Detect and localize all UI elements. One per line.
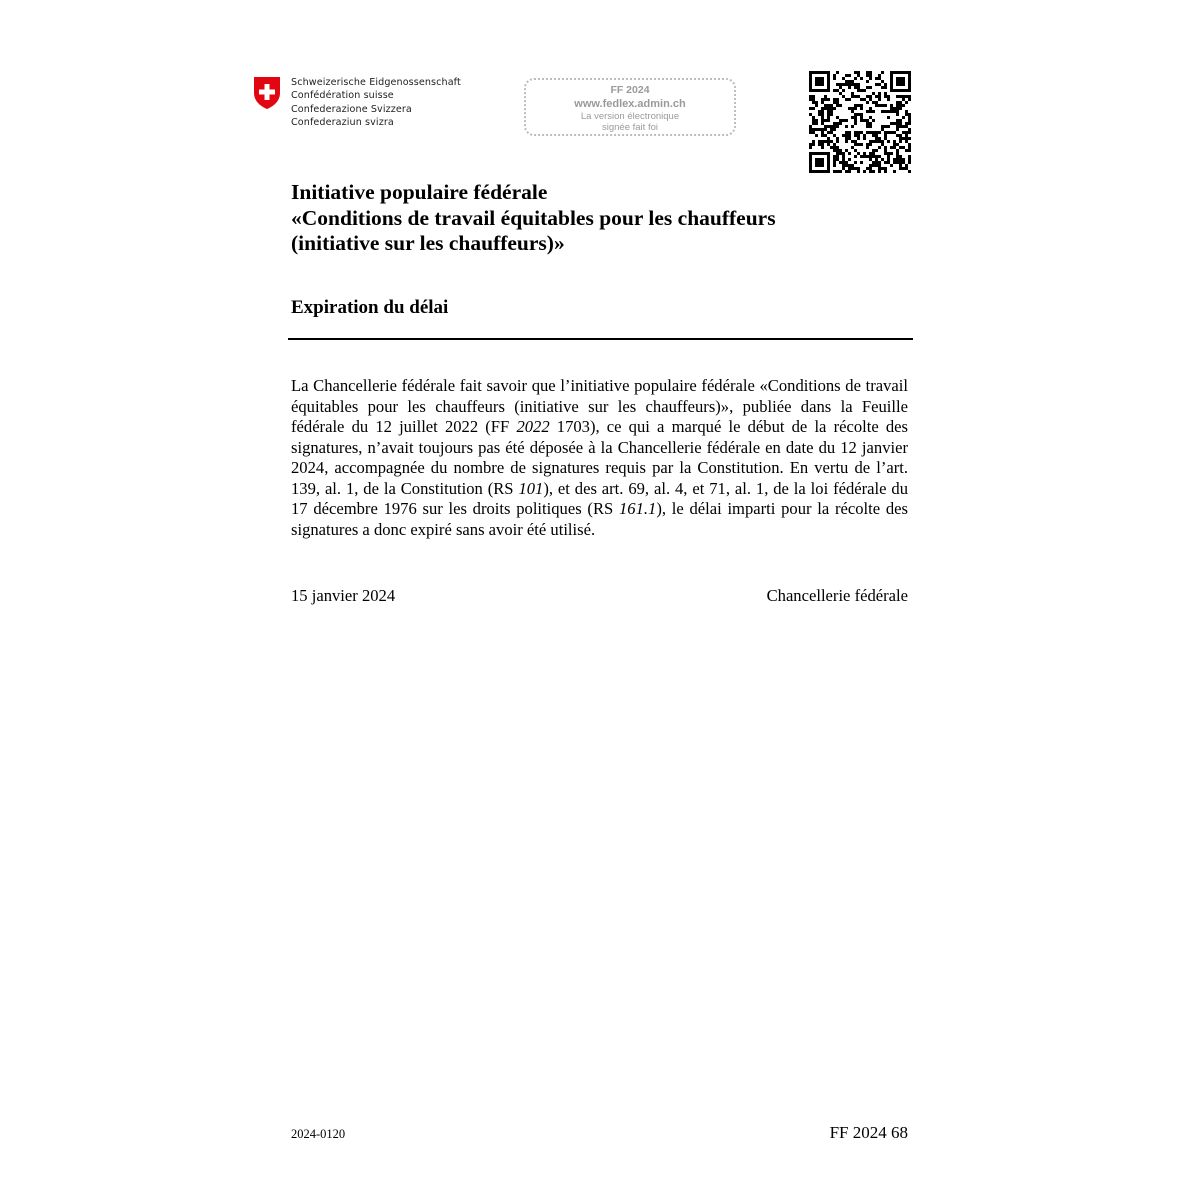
rs-political-rights: 161.1	[618, 499, 657, 518]
body-part-2: 1703), ce qui a marqué le début de la récolte des signatures, n’avait toujours pas été déposée à la Chancellerie fédérale en date du 12 janvier 2024, accompagnée du nombre de signatures requis par la Constitution. En vertu de l’art. 139, al. 1, de la Constitution (RS	[291, 417, 908, 498]
swiss-shield-icon	[253, 76, 281, 110]
conf-name-it: Confederazione Svizzera	[291, 103, 412, 115]
conf-name-fr: Confédération suisse	[291, 90, 394, 102]
document-id: 2024-0120	[291, 1127, 346, 1141]
stamp-url: www.fedlex.admin.ch	[574, 98, 686, 110]
body-paragraph	[291, 376, 908, 540]
signatory: Chancellerie fédérale	[766, 586, 908, 605]
confederation-names	[291, 76, 461, 130]
section-heading: Expiration du délai	[291, 297, 449, 318]
signature-stamp	[524, 78, 736, 136]
publication-reference: FF 2024 68	[829, 1123, 908, 1142]
body-part-1: La Chancellerie fédérale fait savoir que l’initiative populaire fédérale «Conditions de travail équitables pour les chauffeurs (initiative sur les chauffeurs)», publiée dans la Feuille fédérale du 12 juillet 2022 (FF	[291, 376, 908, 436]
conf-name-rm: Confederaziun svizra	[291, 117, 394, 129]
ff-year: 2022	[516, 417, 550, 436]
title-line-1: Initiative populaire fédérale	[291, 180, 548, 204]
stamp-note-2: signée fait foi	[602, 122, 658, 133]
body-part-3: ), et des art. 69, al. 4, et 71, al. 1, de la loi fédérale du 17 décembre 1976 sur les droits politiques (RS	[291, 478, 909, 518]
document-title	[291, 180, 911, 257]
body-part-4: ), le délai imparti pour la récolte des signatures a donc expiré sans avoir été utilisé.	[291, 499, 908, 539]
signature-date: 15 janvier 2024	[291, 586, 396, 605]
qr-code-icon	[809, 71, 911, 173]
stamp-ff: FF 2024	[610, 84, 650, 96]
conf-name-de: Schweizerische Eidgenossenschaft	[291, 77, 461, 88]
rs-constitution: 101	[518, 478, 544, 498]
title-line-2: «Conditions de travail équitables pour les chauffeurs	[291, 205, 776, 230]
confederation-logo	[253, 76, 461, 130]
stamp-note-1: La version électronique	[580, 111, 680, 122]
title-line-3: (initiative sur les chauffeurs)»	[291, 231, 565, 255]
horizontal-rule	[288, 338, 913, 340]
